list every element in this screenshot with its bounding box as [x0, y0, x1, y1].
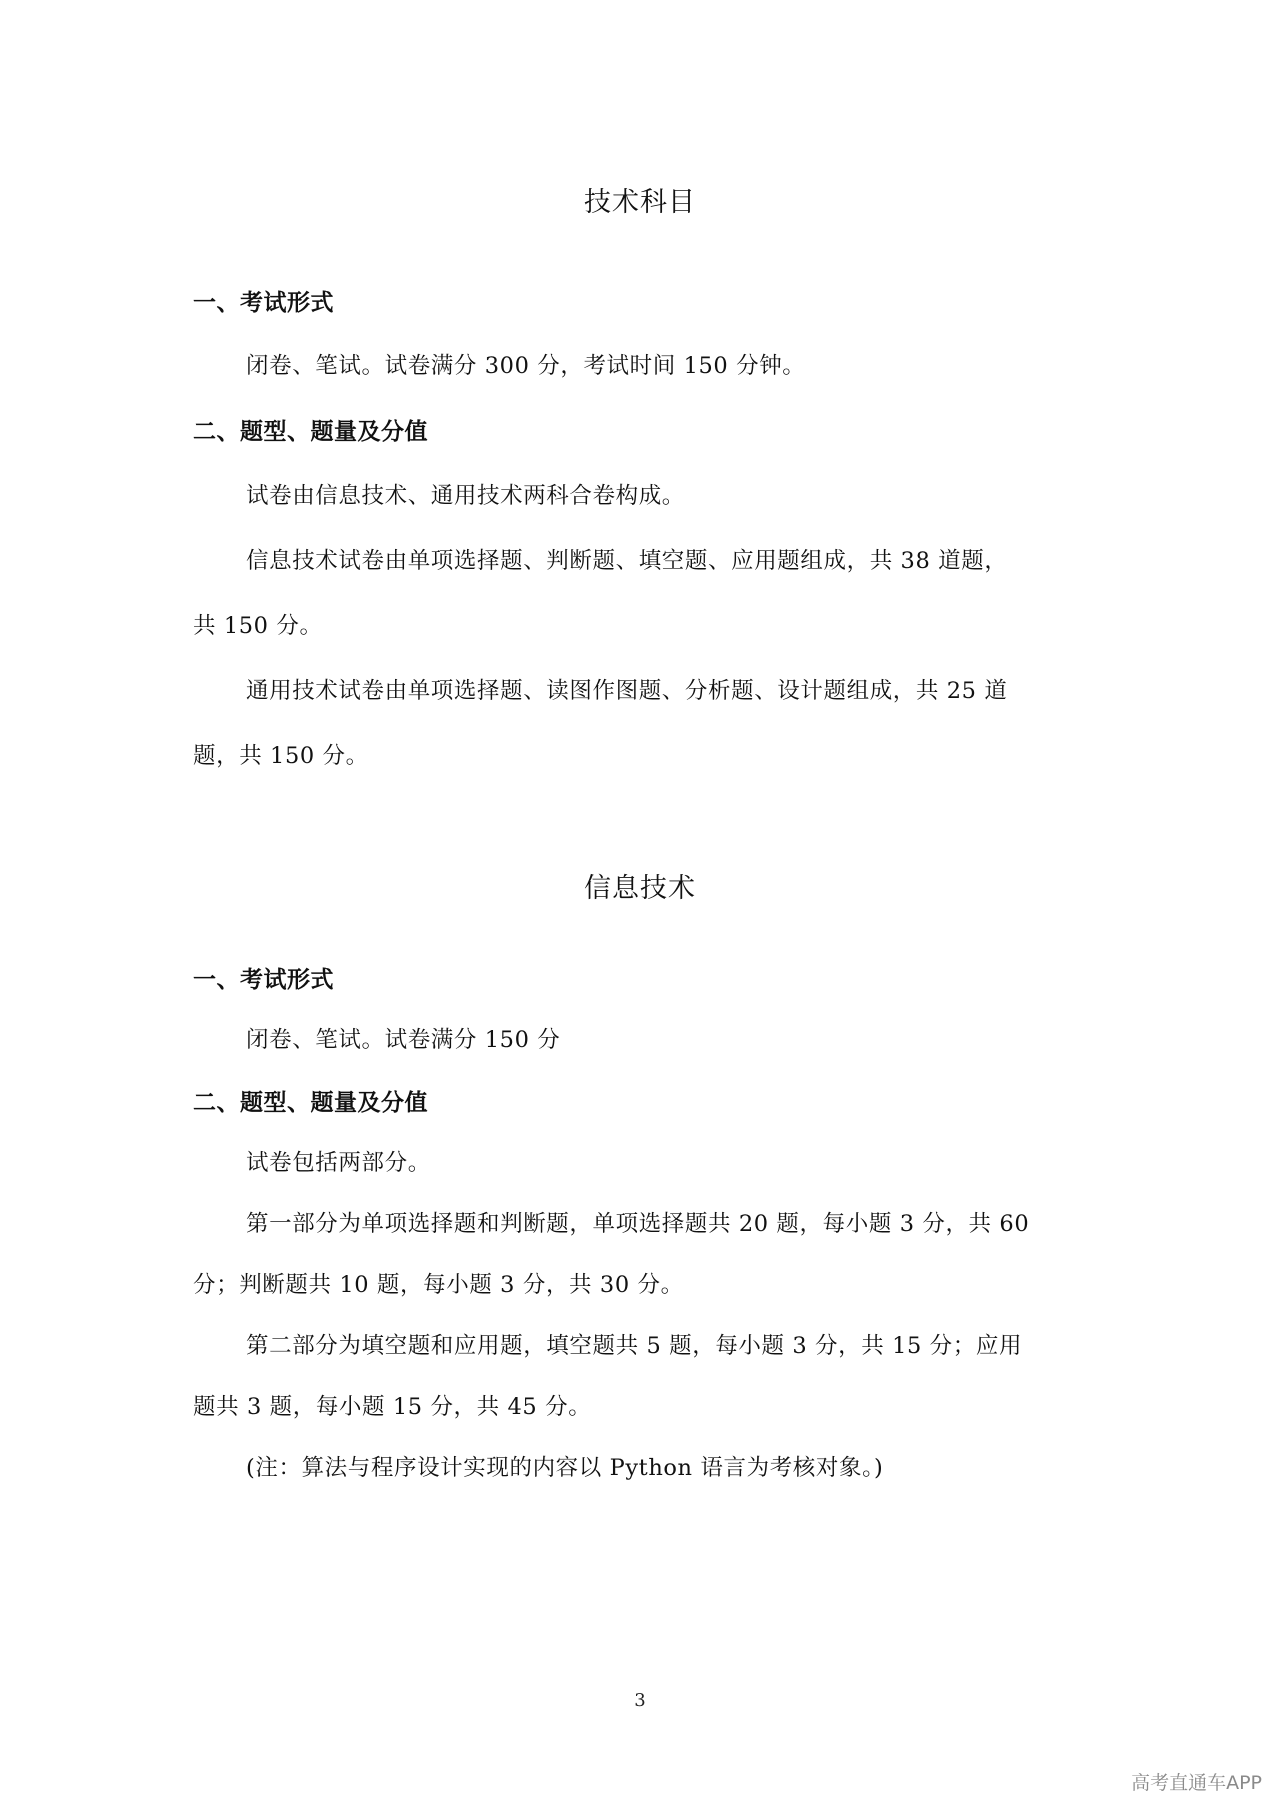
paragraph-note: (注：算法与程序设计实现的内容以 Python 语言为考核对象。)	[246, 1455, 884, 1481]
paragraph-exam-format-2: 闭卷、笔试。试卷满分 150 分	[246, 1027, 561, 1053]
heading-question-types-2: 二、题型、题量及分值	[193, 1090, 428, 1116]
heading-exam-format: 一、考试形式	[193, 290, 334, 316]
heading-question-types: 二、题型、题量及分值	[193, 419, 428, 445]
paragraph-part1-line2: 分；判断题共 10 题，每小题 3 分，共 30 分。	[193, 1272, 684, 1298]
paragraph-info-tech-line1: 信息技术试卷由单项选择题、判断题、填空题、应用题组成，共 38 道题，	[246, 548, 1008, 574]
paragraph-general-tech-line2: 题，共 150 分。	[193, 743, 369, 769]
paragraph-composition: 试卷由信息技术、通用技术两科合卷构成。	[246, 483, 685, 509]
paragraph-part2-line1: 第二部分为填空题和应用题，填空题共 5 题，每小题 3 分，共 15 分；应用	[246, 1333, 1023, 1359]
section-title-information-technology: 信息技术	[584, 873, 696, 904]
watermark-text: 高考直通车APP	[1131, 1772, 1262, 1794]
paragraph-two-parts: 试卷包括两部分。	[246, 1150, 431, 1176]
paragraph-part2-line2: 题共 3 题，每小题 15 分，共 45 分。	[193, 1394, 592, 1420]
paragraph-info-tech-line2: 共 150 分。	[193, 613, 323, 639]
paragraph-part1-line1: 第一部分为单项选择题和判断题，单项选择题共 20 题，每小题 3 分，共 60	[246, 1211, 1030, 1237]
paragraph-general-tech-line1: 通用技术试卷由单项选择题、读图作图题、分析题、设计题组成，共 25 道	[246, 678, 1008, 704]
heading-exam-format-2: 一、考试形式	[193, 967, 334, 993]
page-number: 3	[634, 1690, 646, 1711]
section-title-technology: 技术科目	[584, 187, 696, 218]
paragraph-exam-format: 闭卷、笔试。试卷满分 300 分，考试时间 150 分钟。	[246, 353, 806, 379]
